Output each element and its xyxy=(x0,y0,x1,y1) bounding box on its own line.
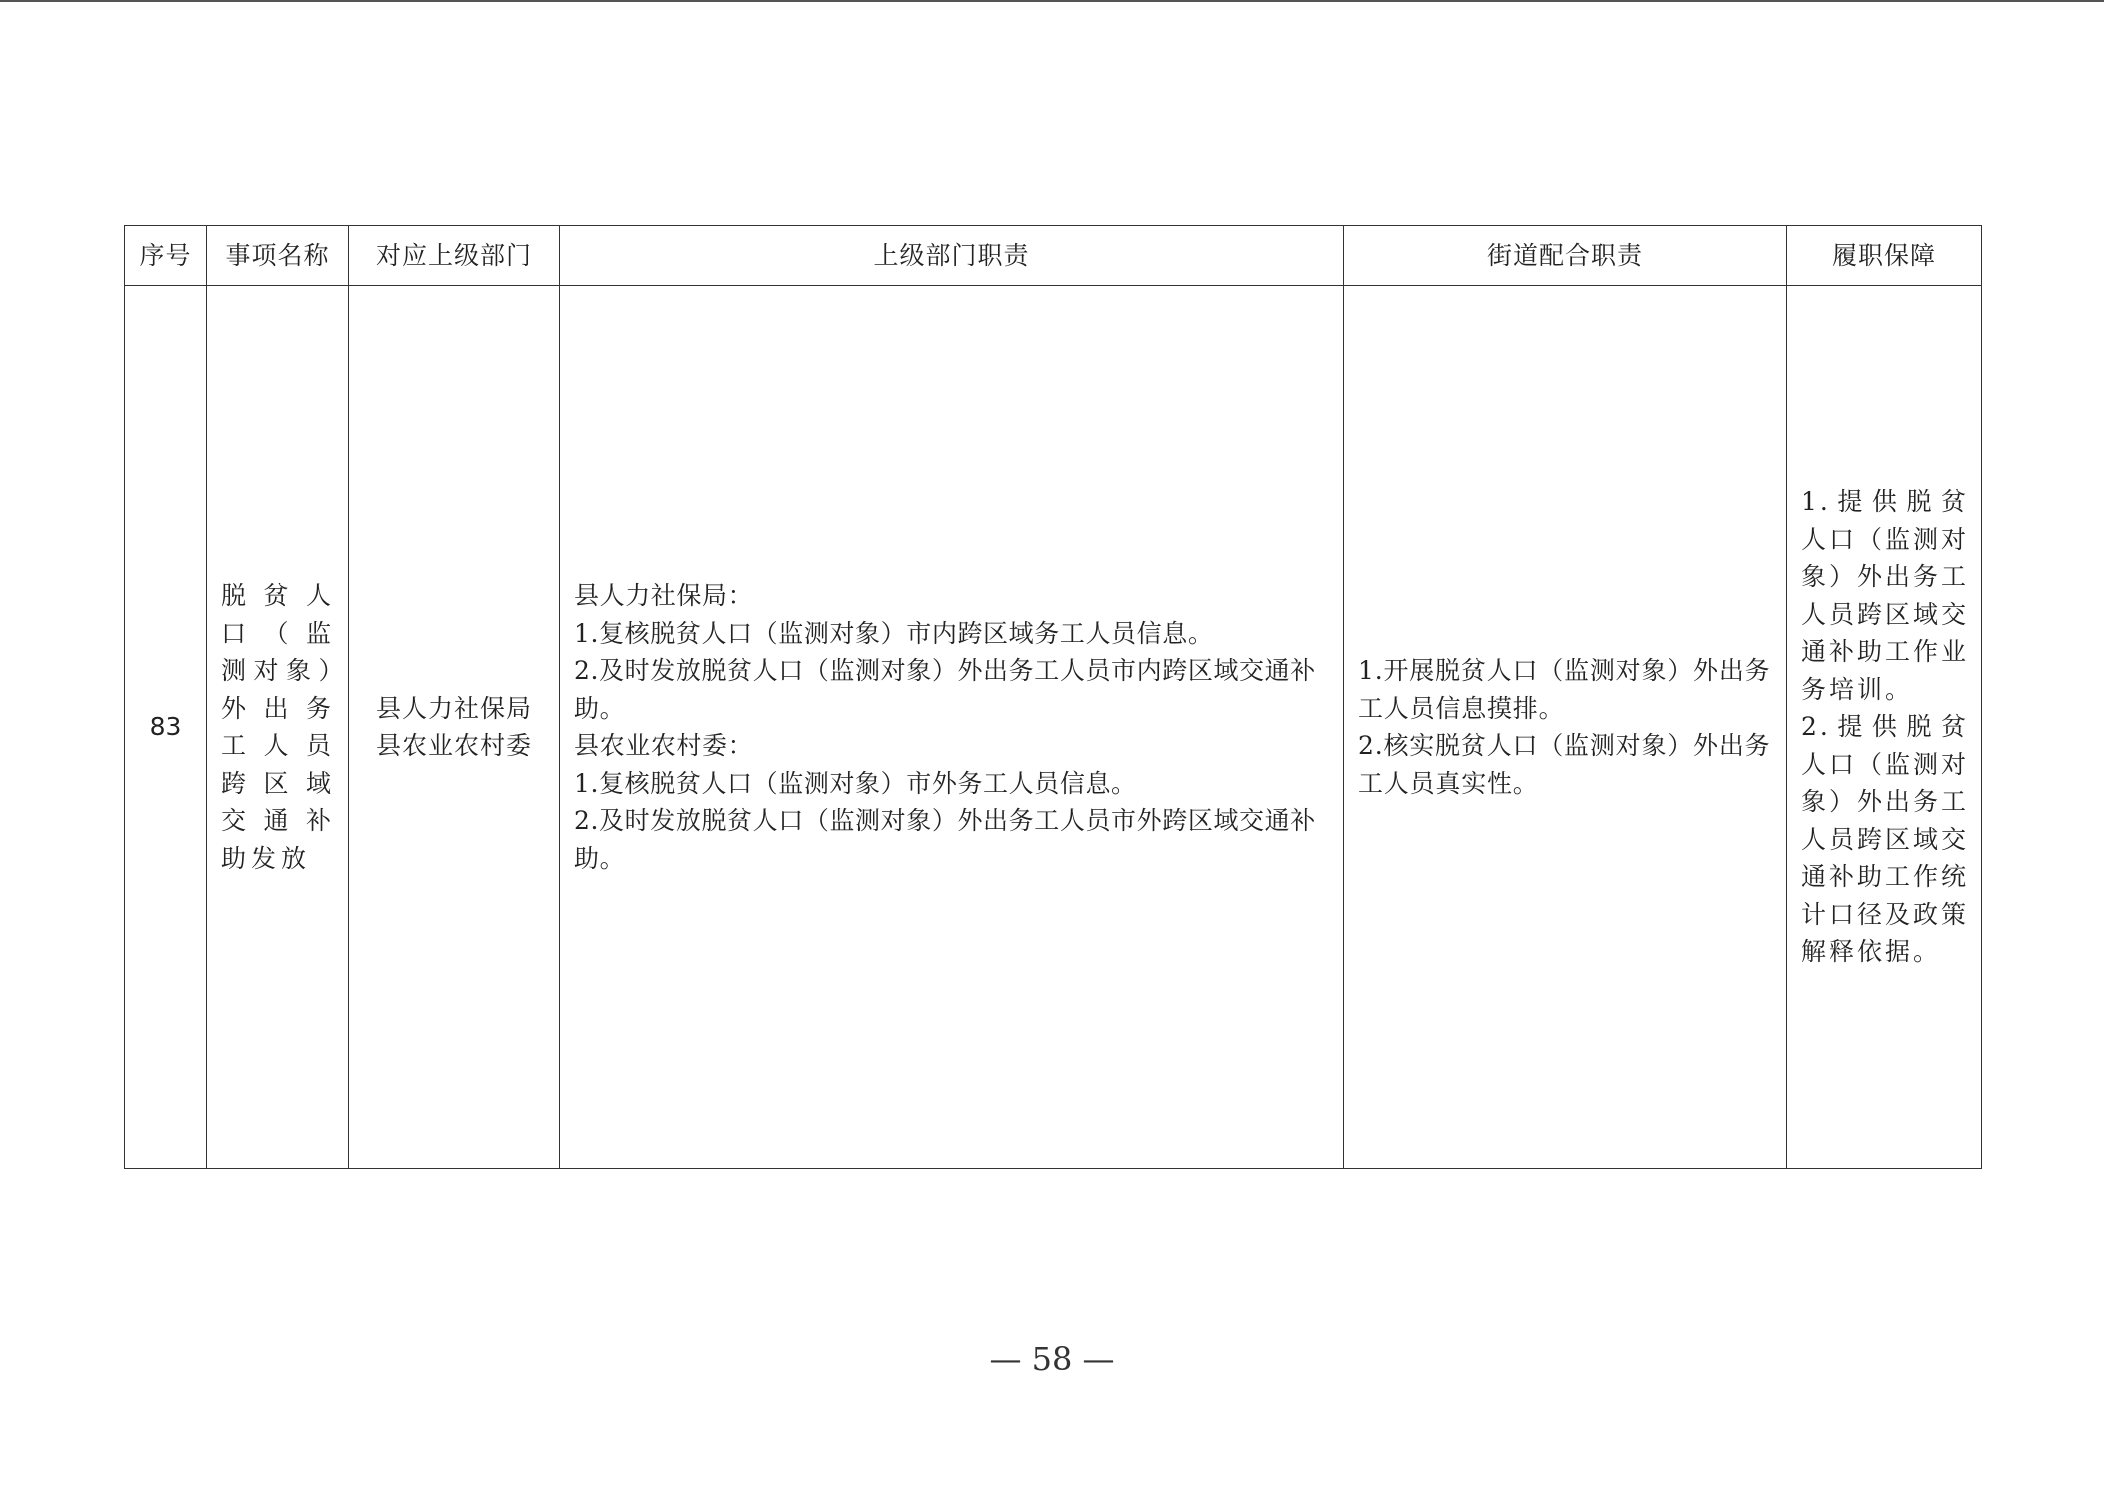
duty-line: 县人力社保局： xyxy=(574,581,754,610)
top-border-line xyxy=(0,0,2104,2)
table-header-row xyxy=(125,226,1982,286)
header-street-duties: 街道配合职责 xyxy=(1344,226,1787,286)
duty-line: 1.复核脱贫人口（监测对象）市外务工人员信息。 xyxy=(574,768,1137,798)
header-superior-department: 对应上级部门 xyxy=(349,226,560,286)
duty-line: 县农业农村委： xyxy=(574,731,754,760)
department-line: 县人力社保局 xyxy=(375,693,532,723)
department-line: 县农业农村委 xyxy=(375,731,532,760)
duty-line: 2.及时发放脱贫人口（监测对象）外出务工人员市内跨区域交通补助。 xyxy=(574,656,1316,723)
guarantee-line: 2.提供脱贫人口（监测对象）外出务工人员跨区域交通补助工作统计口径及政策解释依据。 xyxy=(1801,712,1970,967)
duty-line: 1.复核脱贫人口（监测对象）市内跨区域务工人员信息。 xyxy=(574,618,1214,648)
cell-street-duties xyxy=(1344,286,1787,1169)
duty-line: 2.及时发放脱贫人口（监测对象）外出务工人员市外跨区域交通补助。 xyxy=(574,806,1316,873)
table-row xyxy=(125,286,1982,1169)
header-serial-number: 序号 xyxy=(125,226,207,286)
street-duty-line: 2.核实脱贫人口（监测对象）外出务工人员真实性。 xyxy=(1358,731,1771,798)
cell-superior-duties xyxy=(560,286,1344,1169)
header-superior-duties: 上级部门职责 xyxy=(560,226,1344,286)
page-number: — 58 — xyxy=(989,1340,1115,1378)
cell-item-name: 脱贫人口（监测对象）外出务工人员跨区域交通补助发放 xyxy=(207,286,349,1169)
cell-serial-number: 83 xyxy=(125,286,207,1169)
header-guarantee: 履职保障 xyxy=(1787,226,1982,286)
cell-superior-department xyxy=(349,286,560,1169)
cell-guarantee xyxy=(1787,286,1982,1169)
header-item-name: 事项名称 xyxy=(207,226,349,286)
duty-table xyxy=(124,225,1982,1169)
street-duty-line: 1.开展脱贫人口（监测对象）外出务工人员信息摸排。 xyxy=(1358,656,1771,723)
guarantee-line: 1.提供脱贫人口（监测对象）外出务工人员跨区域交通补助工作业务培训。 xyxy=(1801,487,1970,704)
